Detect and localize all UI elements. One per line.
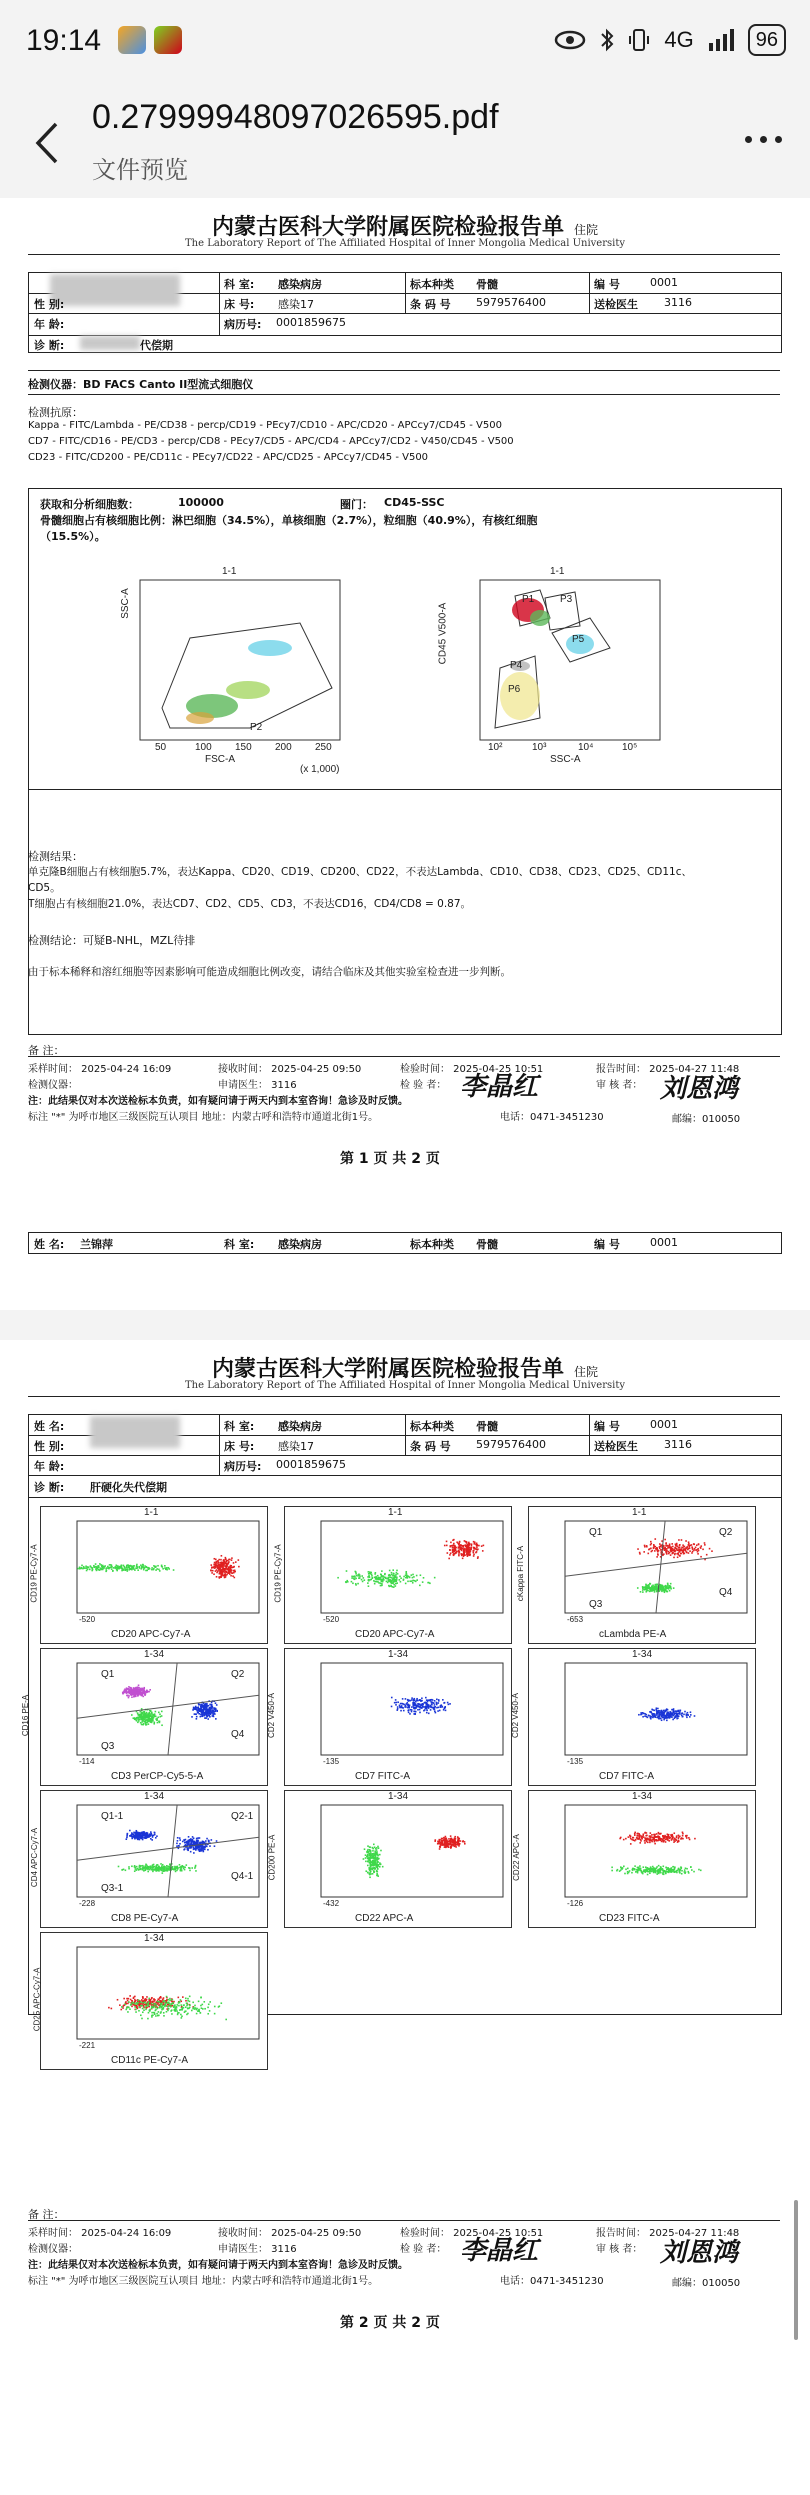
tick-104: 10⁴ <box>578 742 594 753</box>
quadrant-q3: Q3 <box>589 1599 603 1610</box>
age-label: 年 龄: <box>34 318 65 331</box>
title-rule <box>28 254 780 255</box>
status-right <box>554 24 786 56</box>
plot-y-label: cKappa FITC-A <box>516 1545 526 1602</box>
quadrant-q2: Q2 <box>719 1527 733 1538</box>
reviewer-signature: 刘恩鸿 <box>660 2238 739 2268</box>
scatter-plot <box>273 1506 512 1644</box>
tick-200: 200 <box>275 742 292 753</box>
antibody-line-3: CD23 - FITC/CD200 - PE/CD11c - PEcy7/CD22 - APC/CD25 - APCcy7/CD45 - V500 <box>28 452 429 463</box>
acq-value: 100000 <box>178 496 224 509</box>
applicant: 申请医生： 3116 <box>218 1080 297 1091</box>
collect-time: 采样时间： 2025-04-24 16:09 <box>28 1064 172 1075</box>
receive-time: 接收时间： 2025-04-25 09:50 <box>218 1064 362 1075</box>
conclusion: 检测结论：可疑B-NHL，MZL待排 <box>28 934 196 947</box>
inpatient-tag: 住院 <box>574 1365 599 1379</box>
number-label: 编 号 <box>594 278 620 291</box>
zip: 邮编：010050 <box>672 2278 741 2289</box>
redacted-name <box>50 274 180 306</box>
report-page-2 <box>0 1340 810 2495</box>
scatter-plot <box>266 1648 512 1786</box>
quadrant-q4: Q4-1 <box>231 1871 254 1882</box>
back-arrow-icon[interactable] <box>28 118 68 168</box>
test-time: 检验时间： 2025-04-25 10:51 <box>400 2228 544 2239</box>
plot-x-label: CD3 PerCP-Cy5-5-A <box>111 1771 204 1782</box>
bed-label: 床 号: <box>224 298 255 311</box>
sender-value: 3116 <box>664 296 692 309</box>
dept-label: 科 室: <box>224 278 255 291</box>
plot-x-label: CD11c PE-Cy7-A <box>111 2055 189 2066</box>
quadrant-q1: Q1-1 <box>101 1811 124 1822</box>
scatter-plot <box>21 1648 268 1786</box>
specimen-value: 骨髓 <box>476 1238 498 1251</box>
disclaimer: 注：此结果仅对本次送检标本负责，如有疑问请于两天内到本室咨询！急诊及时反馈。 <box>28 1096 408 1107</box>
number-label: 编 号 <box>594 1420 620 1433</box>
file-title: 0.27999948097026595.pdf <box>92 98 499 136</box>
specimen-label: 标本种类 <box>410 278 454 291</box>
notification-icons <box>118 26 182 54</box>
eye-icon <box>554 29 586 51</box>
gate-p1: P1 <box>522 594 535 605</box>
results-box <box>28 788 782 1035</box>
scatter-plot <box>267 1790 512 1928</box>
plot-title: 1-34 <box>144 1933 165 1944</box>
number-value: 0001 <box>650 1236 678 1249</box>
plot-y-label: CD25 APC-Cy7-A <box>32 1967 42 2032</box>
antibody-line-2: CD7 - FITC/CD16 - PE/CD3 - percp/CD8 - PEcy7/CD5 - APC/CD4 - APCcy7/CD2 - V450/CD45 - V500 <box>28 436 514 447</box>
tester-signature: 李晶红 <box>460 1072 539 1102</box>
gate-p6: P6 <box>508 684 521 695</box>
antibody-title: 检测抗原： <box>28 406 83 419</box>
tick-50: 50 <box>155 742 167 753</box>
reviewer-label: 审 核 者： <box>596 2244 643 2255</box>
plot-low-tick: -126 <box>567 1899 584 1908</box>
plot-low-tick: -135 <box>567 1757 584 1766</box>
fsc-ssc-plot <box>100 578 350 778</box>
quadrant-q4: Q4 <box>719 1587 733 1598</box>
plot-y-label: CD19 PE-Cy7-A <box>273 1544 283 1603</box>
scatter-canvas <box>285 1649 511 1785</box>
bluetooth-icon <box>600 28 614 52</box>
diagnosis-label: 诊 断: <box>34 1481 65 1494</box>
scatter-canvas <box>41 1933 267 2069</box>
plot-low-tick: -221 <box>79 2041 96 2050</box>
scatter-canvas <box>529 1649 755 1785</box>
specimen-value: 骨髓 <box>476 278 498 291</box>
plot-title: 1-34 <box>388 1791 409 1802</box>
plot-y-label: CD19 PE-Cy7-A <box>29 1544 39 1603</box>
network-type: 4G <box>664 27 694 52</box>
barcode-label: 条 码 号 <box>410 1440 451 1453</box>
scatter-plot <box>30 1790 268 1928</box>
row-line <box>29 313 781 314</box>
bed-value: 感染17 <box>278 298 314 311</box>
number-label: 编 号 <box>594 1238 620 1251</box>
diagnosis-value: 代偿期 <box>140 339 173 352</box>
report-subtitle: The Laboratory Report of The Affiliated Hospital of Inner Mongolia Medical University <box>184 1380 625 1391</box>
file-subtitle: 文件预览 <box>92 156 188 184</box>
dept-label: 科 室: <box>224 1238 255 1251</box>
plot-x-label: cLambda PE-A <box>599 1629 667 1640</box>
plot-low-tick: -520 <box>79 1615 96 1624</box>
page-number-1: 第 1 页 共 2 页 <box>340 1151 440 1167</box>
plot-x-unit: (x 1,000) <box>300 764 340 775</box>
quadrant-q2: Q2 <box>231 1669 245 1680</box>
specimen-label: 标本种类 <box>410 1420 454 1433</box>
instrument: 检测仪器：BD FACS Canto II型流式细胞仪 <box>28 378 254 391</box>
game-app-icon-2 <box>154 26 182 54</box>
plot-title: 1-1 <box>222 566 237 577</box>
age-label: 年 龄: <box>34 1460 65 1473</box>
diagnosis-label: 诊 断: <box>34 339 65 352</box>
more-options-icon[interactable] <box>745 136 782 143</box>
barcode-label: 条 码 号 <box>410 298 451 311</box>
sex-label: 性 别: <box>34 298 65 311</box>
telephone: 电话：0471-3451230 <box>500 1112 604 1123</box>
report-title: 内蒙古医科大学附属医院检验报告单 住院 <box>211 214 599 240</box>
scrollbar[interactable] <box>794 2200 798 2340</box>
test-time: 检验时间： 2025-04-25 10:51 <box>400 1064 544 1075</box>
bed-value: 感染17 <box>278 1440 314 1453</box>
tester-signature: 李晶红 <box>460 2236 539 2266</box>
scatter-canvas <box>529 1791 755 1927</box>
barcode-value: 5979576400 <box>476 296 546 309</box>
ratio-line-2: （15.5%）。 <box>40 530 106 543</box>
plot-low-tick: -228 <box>79 1899 96 1908</box>
zip: 邮编：010050 <box>672 1114 741 1125</box>
dept-value: 感染病房 <box>278 278 322 291</box>
applicant: 申请医生： 3116 <box>218 2244 297 2255</box>
tick-103: 10³ <box>532 742 547 753</box>
number-value: 0001 <box>650 276 678 289</box>
vibrate-icon <box>628 28 650 52</box>
result-line-1: 单克隆B细胞占有核细胞5.7%，表达Kappa、CD20、CD19、CD200、CD22，不表达Lambda、CD10、CD38、CD23、CD25、CD11c、 <box>28 866 693 878</box>
tick-100: 100 <box>195 742 212 753</box>
dept-value: 感染病房 <box>278 1420 322 1433</box>
plot-title: 1-1 <box>388 1507 403 1518</box>
battery-icon: 96 <box>748 24 786 56</box>
report-page-1 <box>0 198 810 1310</box>
note: 由于标本稀释和溶红细胞等因素影响可能造成细胞比例改变，请结合临床及其他实验室检查进一步判断。 <box>28 966 511 978</box>
plot-y-label: CD4 APC-Cy7-A <box>30 1827 40 1888</box>
name-label: 姓 名: <box>34 1420 65 1433</box>
scatter-plot <box>510 1648 756 1786</box>
ratio-line: 骨髓细胞占有核细胞比例：淋巴细胞（34.5%），单核细胞（2.7%），粒细胞（40.9%），有核红细胞 <box>40 514 538 527</box>
page-number-2: 第 2 页 共 2 页 <box>340 2315 440 2331</box>
scatter-plot <box>29 1506 268 1644</box>
name-value: 兰锦萍 <box>80 1238 113 1251</box>
record-value: 0001859675 <box>276 1458 346 1471</box>
redacted-name <box>90 1416 180 1448</box>
gate-label: 圈门： <box>340 498 373 511</box>
plot-title: 1-1 <box>550 566 565 577</box>
plot-gate-p2: P2 <box>250 722 263 733</box>
instr-label: 检测仪器： <box>28 2244 78 2255</box>
rule <box>28 394 780 395</box>
disclaimer: 注：此结果仅对本次送检标本负责，如有疑问请于两天内到本室咨询！急诊及时反馈。 <box>28 2260 408 2271</box>
quadrant-q3: Q3-1 <box>101 1883 124 1894</box>
quadrant-q2: Q2-1 <box>231 1811 254 1822</box>
antibody-line-1: Kappa - FITC/Lambda - PE/CD38 - percp/CD19 - PEcy7/CD10 - APC/CD20 - APCcy7/CD45 - V500 <box>28 420 502 431</box>
rule <box>28 1056 780 1057</box>
rule <box>28 370 780 371</box>
plot-title: 1-34 <box>632 1791 653 1802</box>
result-line-2: CD5。 <box>28 882 61 894</box>
diagnosis-value: 肝硬化失代偿期 <box>90 1481 167 1494</box>
scatter-canvas <box>41 1507 267 1643</box>
acq-label: 获取和分析细胞数： <box>40 498 139 511</box>
gate-p3: P3 <box>560 594 573 605</box>
tick-102: 10² <box>488 742 503 753</box>
barcode-value: 5979576400 <box>476 1438 546 1451</box>
name-label: 姓 名: <box>34 1238 65 1251</box>
plot-x-label: CD20 APC-Cy7-A <box>355 1629 435 1640</box>
plot-low-tick: -114 <box>79 1757 95 1766</box>
plot-x-label: CD8 PE-Cy7-A <box>111 1913 179 1924</box>
plot-low-tick: -432 <box>323 1899 340 1908</box>
sender-label: 送检医生 <box>594 298 638 311</box>
plot-x-label: CD7 FITC-A <box>599 1771 654 1782</box>
scatter-canvas <box>285 1791 511 1927</box>
plot-title: 1-1 <box>632 1507 647 1518</box>
signal-icon <box>708 29 734 51</box>
page-gap <box>0 1310 810 1340</box>
quadrant-q4: Q4 <box>231 1729 245 1740</box>
telephone: 电话：0471-3451230 <box>500 2276 604 2287</box>
result-title: 检测结果： <box>28 850 83 863</box>
tick-150: 150 <box>235 742 252 753</box>
number-value: 0001 <box>650 1418 678 1431</box>
plot-x-label: CD7 FITC-A <box>355 1771 410 1782</box>
rule <box>28 2220 780 2221</box>
sender-label: 送检医生 <box>594 1440 638 1453</box>
specimen-label: 标本种类 <box>410 1238 454 1251</box>
inpatient-tag: 住院 <box>574 223 599 237</box>
scatter-plot <box>516 1506 756 1644</box>
game-app-icon <box>118 26 146 54</box>
receive-time: 接收时间： 2025-04-25 09:50 <box>218 2228 362 2239</box>
dept-label: 科 室: <box>224 1420 255 1433</box>
record-value: 0001859675 <box>276 316 346 329</box>
result-line-3: T细胞占有核细胞21.0%，表达CD7、CD2、CD5、CD3，不表达CD16，CD4/CD8 = 0.87。 <box>28 898 472 910</box>
quadrant-q3: Q3 <box>101 1741 115 1752</box>
plot-low-tick: -520 <box>323 1615 340 1624</box>
plot-y-label: CD22 APC-A <box>511 1834 521 1881</box>
plot-y-label: CD200 PE-A <box>267 1834 277 1881</box>
bed-label: 床 号: <box>224 1440 255 1453</box>
cd45-ssc-plot <box>440 578 680 778</box>
plot-x-label: FSC-A <box>205 754 235 765</box>
scatter-plot <box>511 1790 756 1928</box>
title-rule <box>28 1396 780 1397</box>
report-subtitle: The Laboratory Report of The Affiliated Hospital of Inner Mongolia Medical University <box>184 238 625 249</box>
sender-value: 3116 <box>664 1438 692 1451</box>
tick-105: 10⁵ <box>622 742 638 753</box>
reviewer-label: 审 核 者： <box>596 1080 643 1091</box>
plot-x-label: CD22 APC-A <box>355 1913 414 1924</box>
report-time: 报告时间： 2025-04-27 11:48 <box>596 1064 740 1075</box>
plot-x-label: CD23 FITC-A <box>599 1913 660 1924</box>
plot-title: 1-1 <box>144 1507 159 1518</box>
plot-y-label: CD2 V450-A <box>510 1693 520 1738</box>
status-time: 19:14 <box>26 24 102 57</box>
instr-label: 检测仪器： <box>28 1080 78 1091</box>
plot-low-tick: -653 <box>567 1615 584 1624</box>
dept-value: 感染病房 <box>278 1238 322 1251</box>
plot-x-label: SSC-A <box>550 754 581 765</box>
remark-label: 备 注： <box>28 2208 65 2221</box>
record-label: 病历号: <box>224 1460 262 1473</box>
scatter-plot <box>32 1932 268 2070</box>
tick-250: 250 <box>315 742 332 753</box>
report-time: 报告时间： 2025-04-27 11:48 <box>596 2228 740 2239</box>
gate-p5: P5 <box>572 634 585 645</box>
gate-value: CD45-SSC <box>384 496 445 509</box>
quadrant-q1: Q1 <box>589 1527 603 1538</box>
gate-p4: P4 <box>510 660 523 671</box>
scatter-canvas <box>285 1507 511 1643</box>
tester-label: 检 验 者： <box>400 1080 447 1091</box>
quadrant-q1: Q1 <box>101 1669 115 1680</box>
status-bar <box>0 0 810 88</box>
plot-title: 1-34 <box>632 1649 653 1660</box>
plot-y-label: CD45 V500-A <box>437 602 449 665</box>
app-bar <box>0 88 810 198</box>
mark-address: 标注 "*" 为呼市地区三级医院互认项目 地址：内蒙古呼和浩特市通道北街1号。 <box>28 1112 379 1123</box>
plot-title: 1-34 <box>388 1649 409 1660</box>
mark-address: 标注 "*" 为呼市地区三级医院互认项目 地址：内蒙古呼和浩特市通道北街1号。 <box>28 2276 379 2287</box>
reviewer-signature: 刘恩鸿 <box>660 1074 739 1104</box>
collect-time: 采样时间： 2025-04-24 16:09 <box>28 2228 172 2239</box>
plot-title: 1-34 <box>144 1649 165 1660</box>
redacted-diagnosis <box>80 336 140 350</box>
plot-y-label: CD2 V450-A <box>266 1693 276 1738</box>
specimen-value: 骨髓 <box>476 1420 498 1433</box>
plot-x-label: CD20 APC-Cy7-A <box>111 1629 191 1640</box>
tester-label: 检 验 者： <box>400 2244 447 2255</box>
remark-label: 备 注： <box>28 1044 65 1057</box>
plot-y-label: SSC-A <box>119 588 131 619</box>
report-title: 内蒙古医科大学附属医院检验报告单 住院 <box>211 1356 599 1382</box>
sex-label: 性 别: <box>34 1440 65 1453</box>
plot-low-tick: -135 <box>323 1757 340 1766</box>
plot-title: 1-34 <box>144 1791 165 1802</box>
record-label: 病历号: <box>224 318 262 331</box>
plot-y-label: CD16 PE-A <box>21 1694 31 1737</box>
